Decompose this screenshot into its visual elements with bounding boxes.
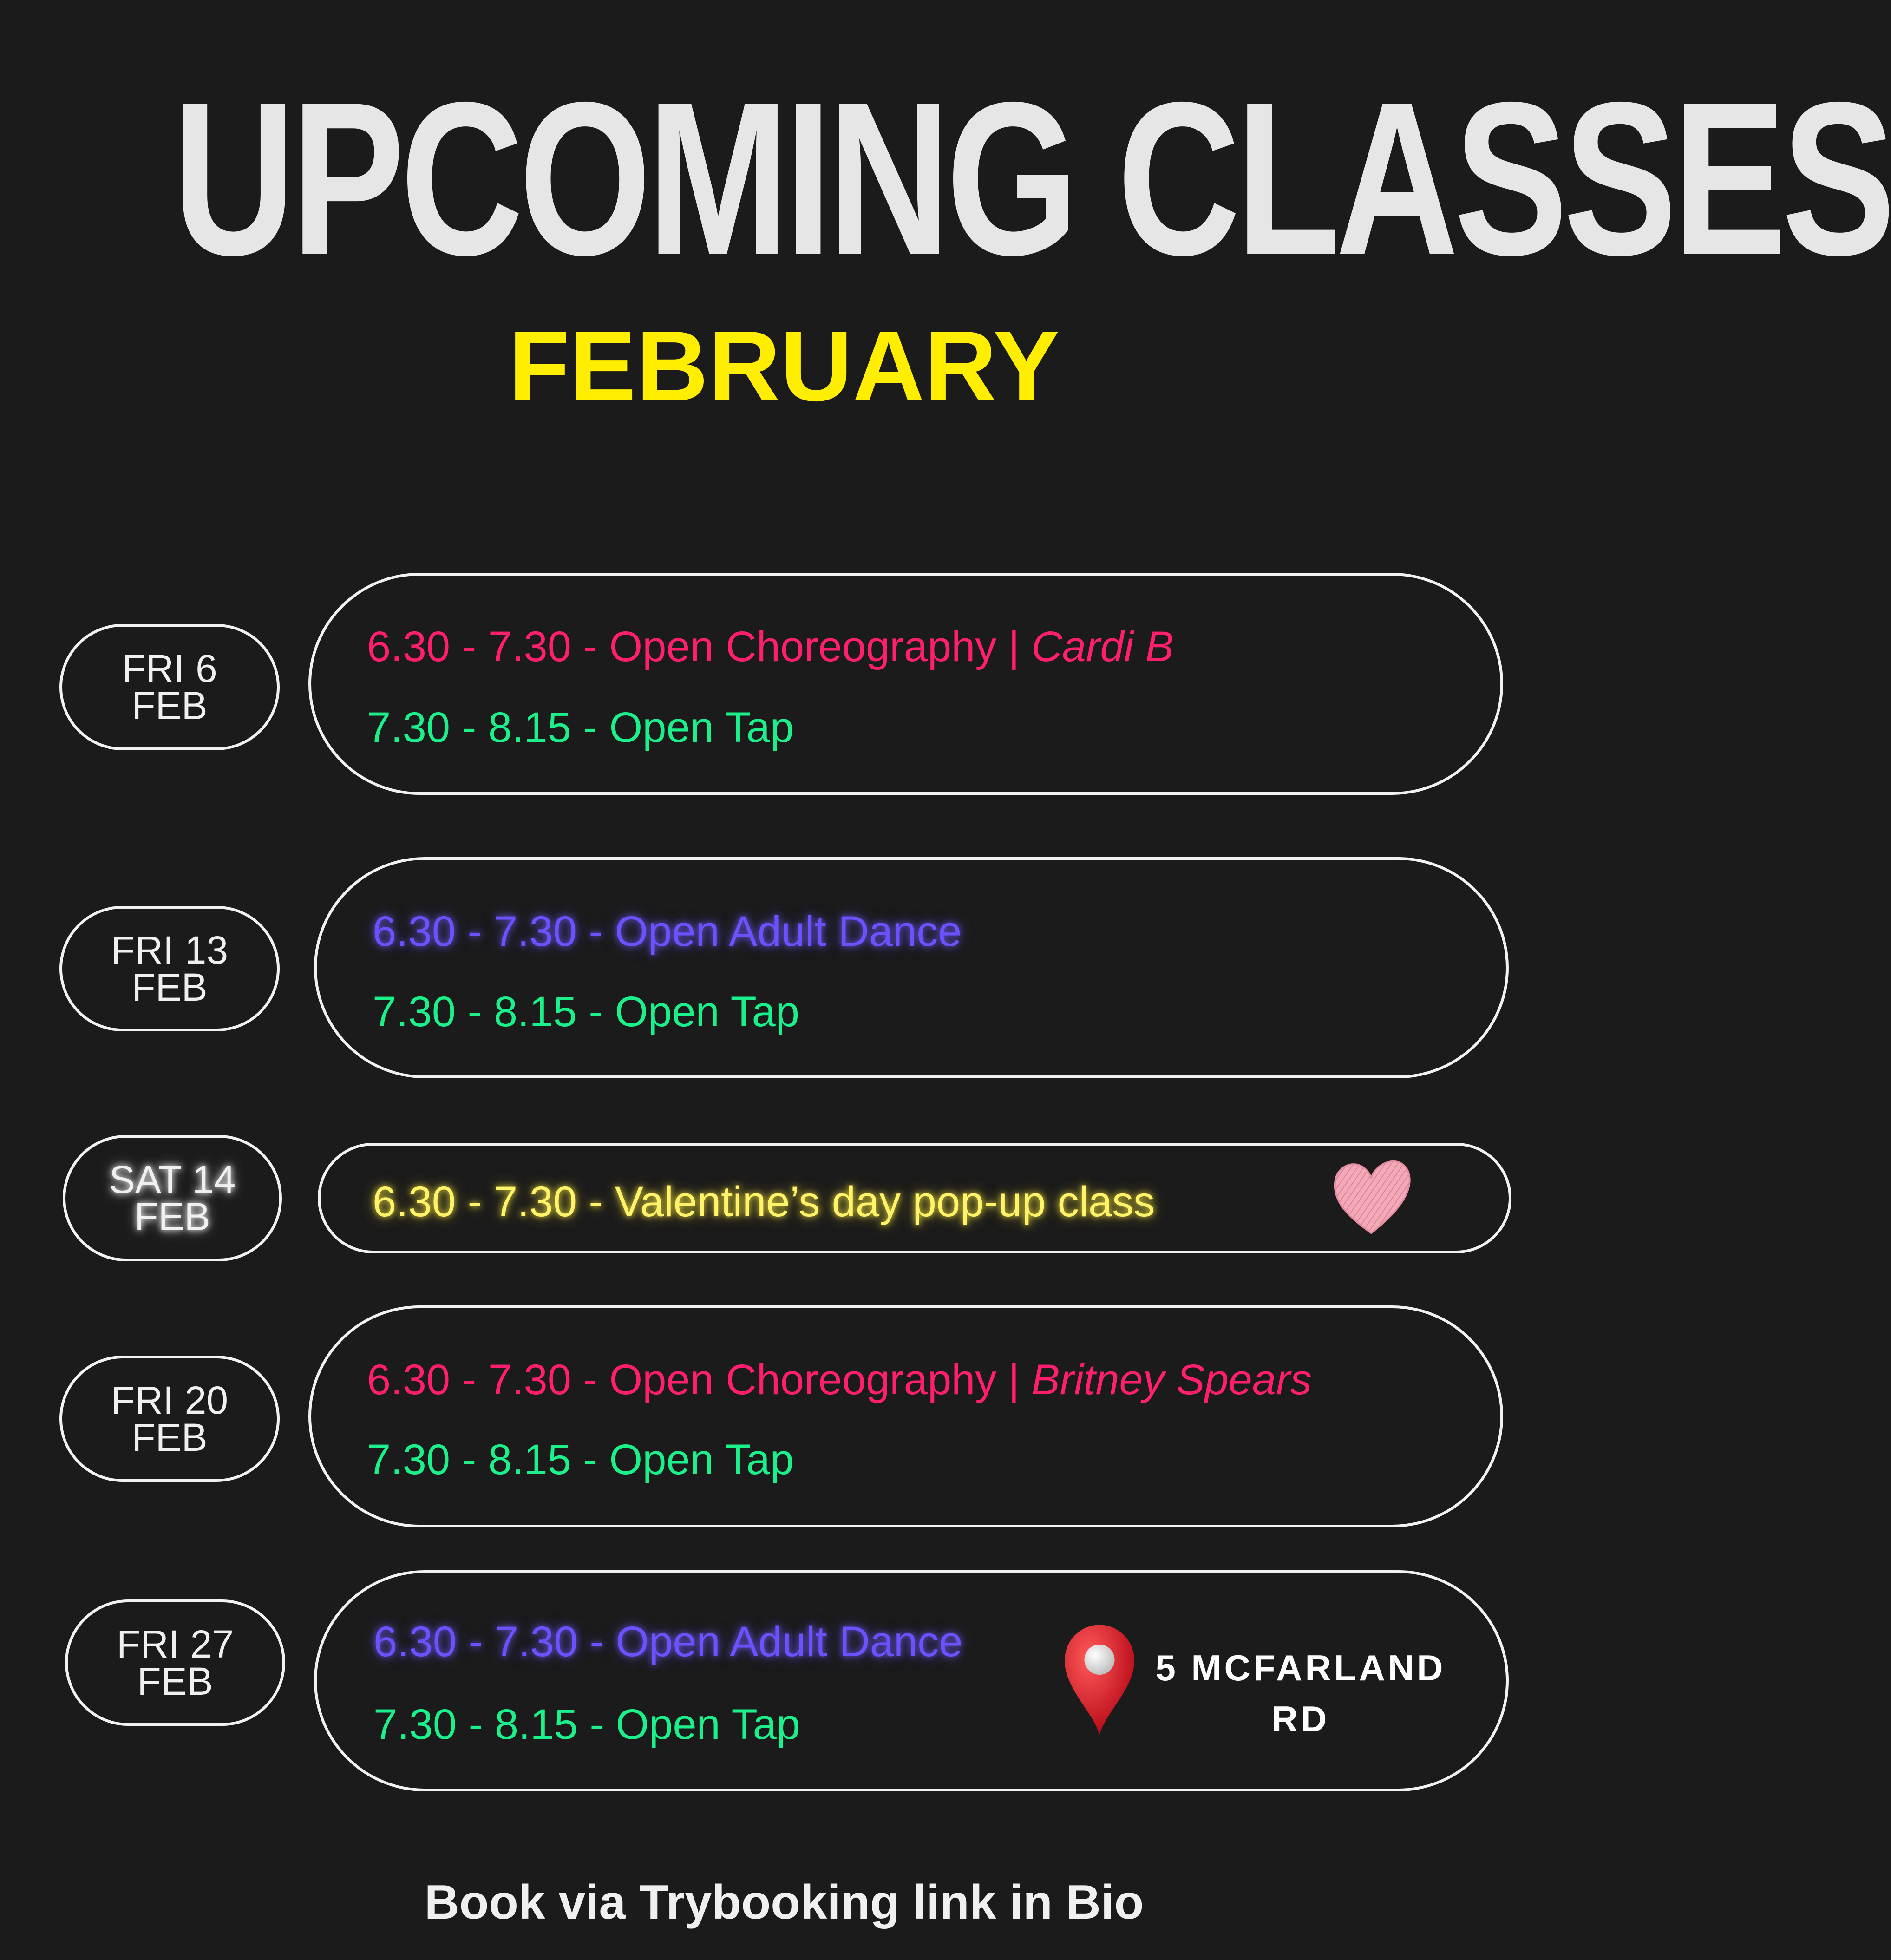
booking-note: Book via Trybooking link in Bio [424, 1875, 1144, 1929]
session-line: 6.30 - 7.30 - Open Adult Dance [373, 908, 962, 955]
session-text: 6.30 - 7.30 - Open Choreography | [367, 623, 1032, 670]
artist-name: Cardi B [1031, 623, 1174, 670]
session-card [308, 1305, 1503, 1527]
date-day: FRI 27 [116, 1622, 234, 1666]
date-month: FEB [131, 1416, 208, 1459]
date-month: FEB [131, 965, 208, 1009]
venue-address [1147, 1642, 1454, 1744]
date-day: SAT 14 [109, 1158, 236, 1201]
date-badge [59, 624, 280, 750]
heart-icon [1328, 1154, 1414, 1240]
session-line: 7.30 - 8.15 - Open Tap [367, 1436, 794, 1483]
session-line: 7.30 - 8.15 - Open Tap [373, 1701, 800, 1748]
date-month: FEB [137, 1659, 213, 1703]
date-badge [59, 906, 280, 1031]
session-text: 6.30 - 7.30 - Open Choreography | [367, 1356, 1032, 1403]
map-pin-icon [1060, 1621, 1139, 1737]
session-line: 7.30 - 8.15 - Open Tap [367, 704, 794, 751]
address-line: 5 MCFARLAND [1155, 1647, 1446, 1688]
date-month: FEB [131, 684, 208, 728]
date-badge [63, 1135, 282, 1261]
session-line: 7.30 - 8.15 - Open Tap [373, 988, 799, 1036]
session-line [367, 1357, 1312, 1403]
page-title: UPCOMING CLASSES [172, 57, 1891, 301]
address-line: RD [1271, 1698, 1330, 1739]
date-day: FRI 13 [111, 928, 229, 972]
date-day: FRI 6 [122, 647, 217, 690]
session-card [308, 573, 1503, 795]
session-line: 6.30 - 7.30 - Valentine’s day pop-up class [373, 1178, 1155, 1226]
session-card [314, 857, 1509, 1078]
session-line: 6.30 - 7.30 - Open Adult Dance [373, 1618, 963, 1665]
date-day: FRI 20 [111, 1378, 229, 1422]
date-badge [65, 1599, 285, 1726]
month-heading: FEBRUARY [508, 310, 1060, 422]
session-line [367, 623, 1174, 670]
date-month: FEB [134, 1195, 210, 1239]
artist-name: Britney Spears [1031, 1356, 1312, 1403]
date-badge [59, 1356, 280, 1482]
